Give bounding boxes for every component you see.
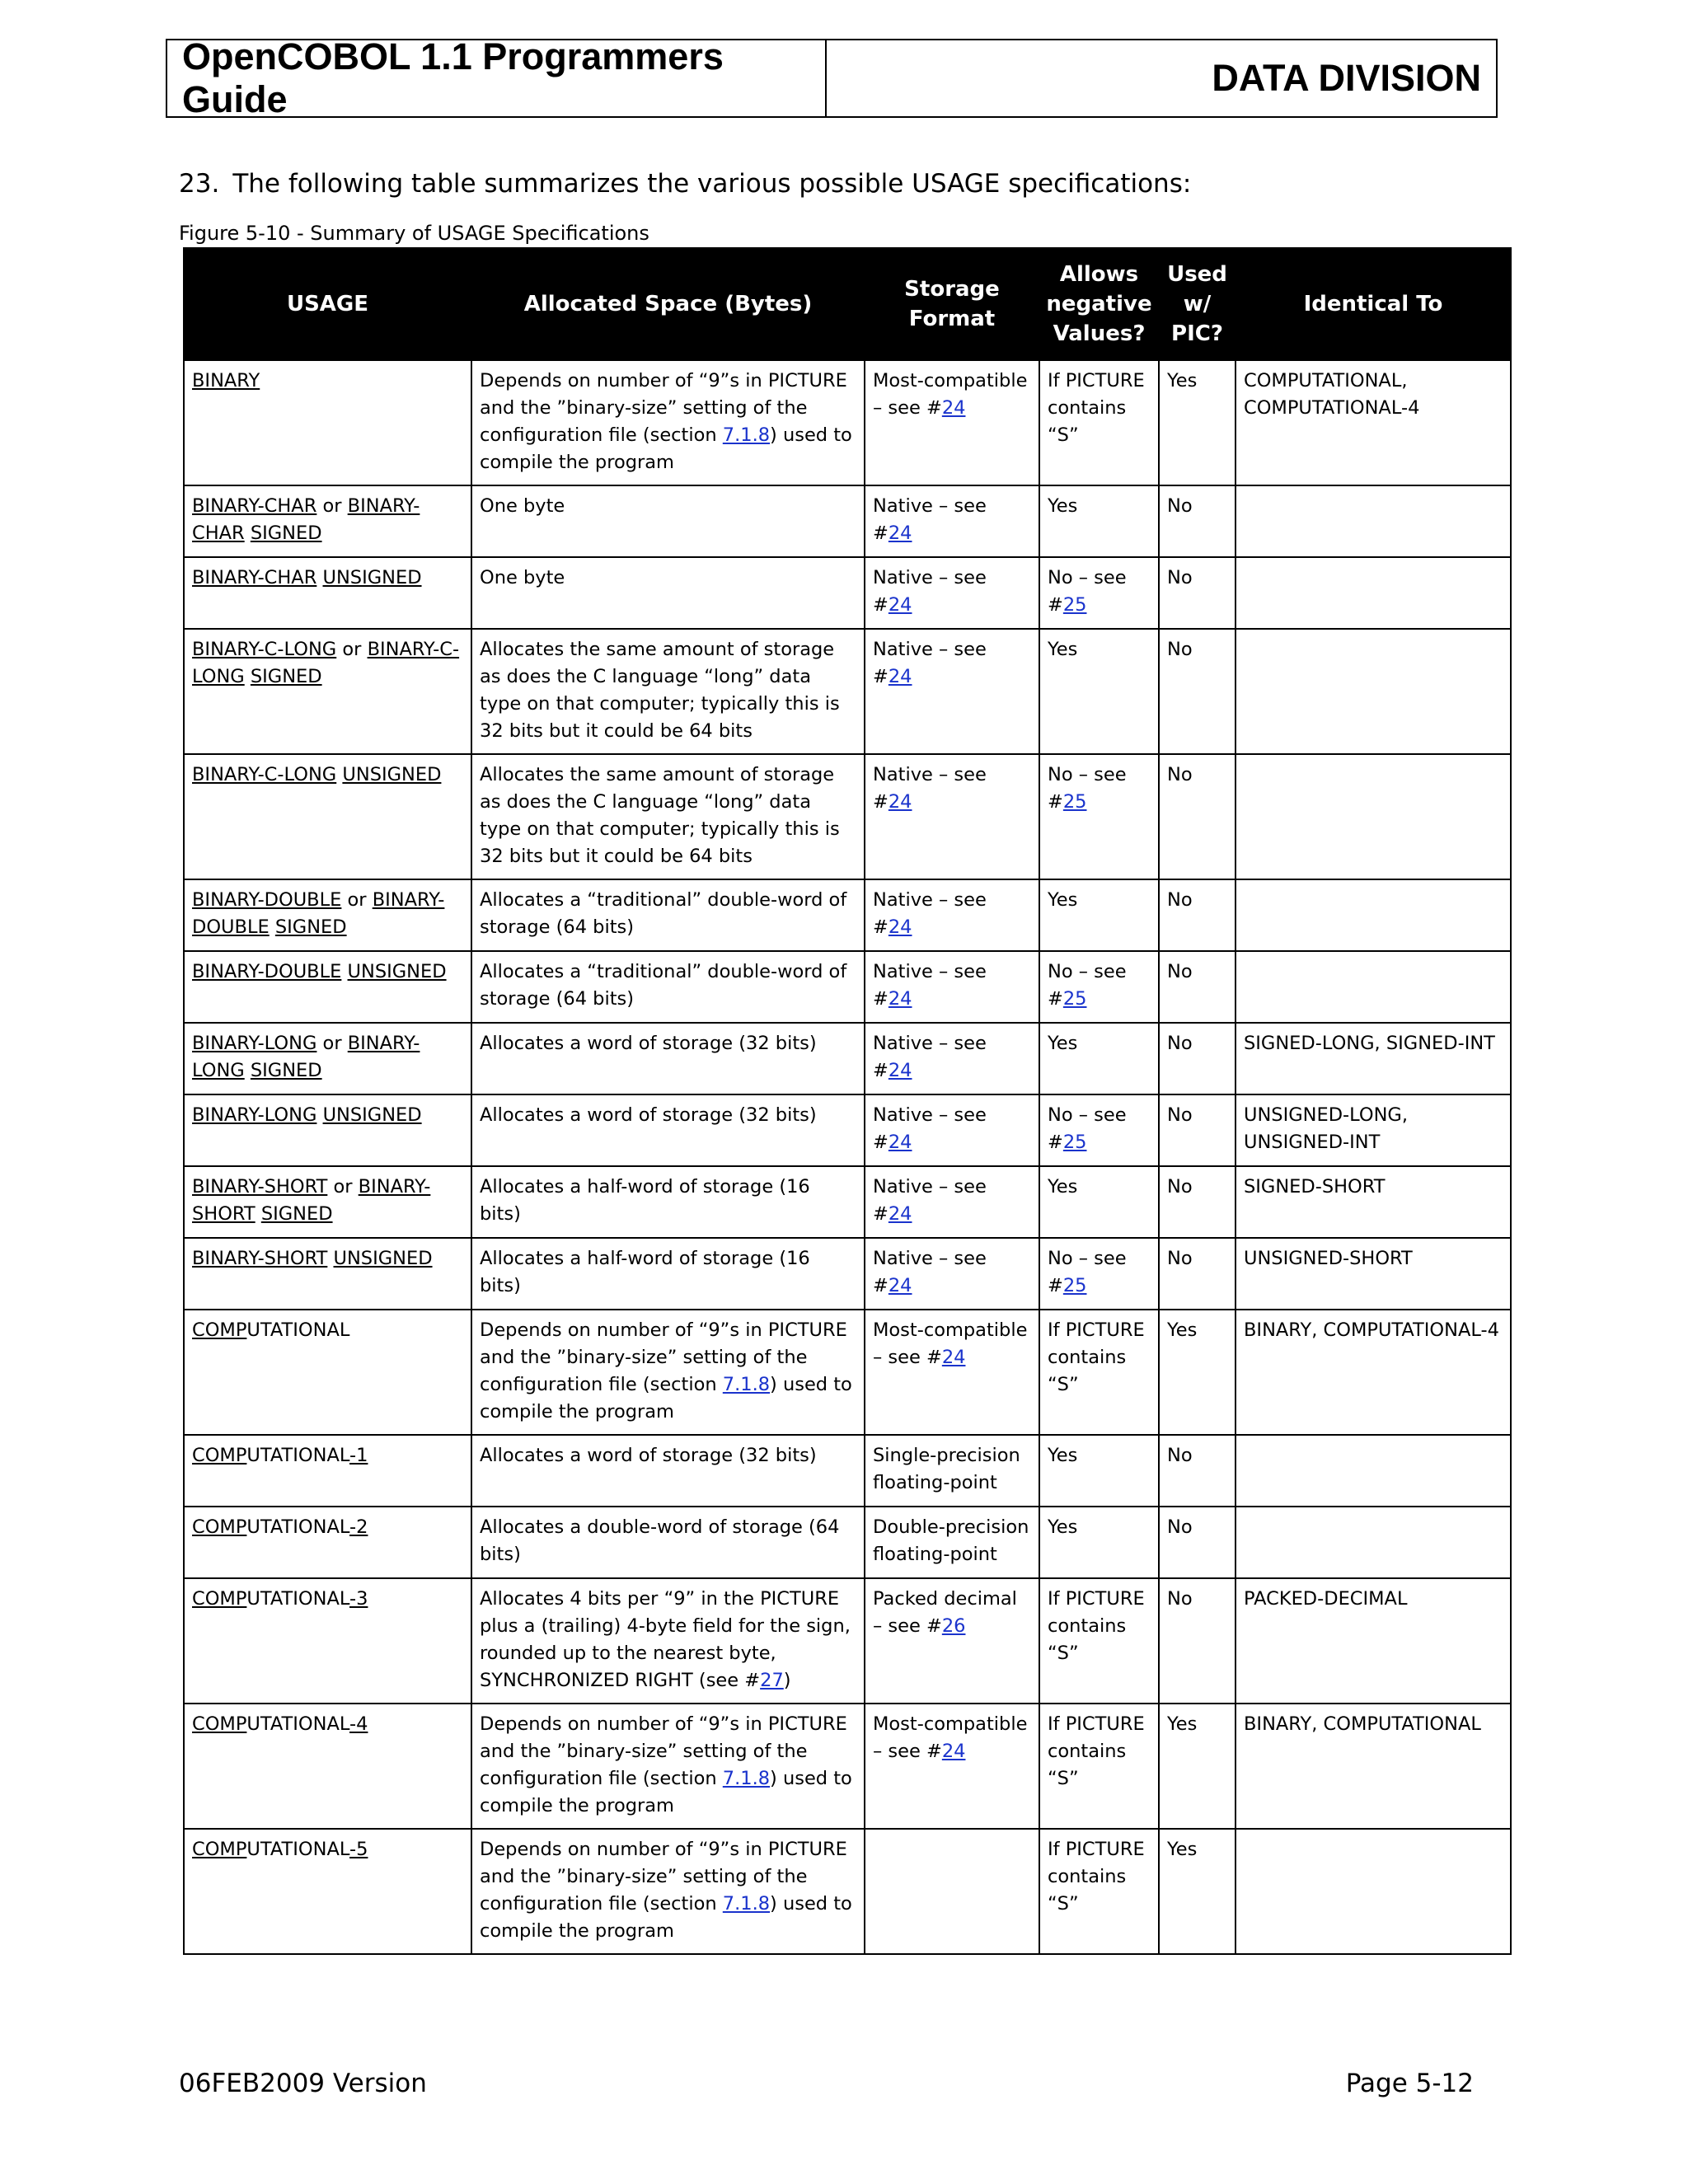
cross-reference-link[interactable]: 25 xyxy=(1062,594,1087,616)
cross-reference-link[interactable]: 25 xyxy=(1062,988,1087,1010)
storage-format-cell: Native – see #24 xyxy=(865,879,1039,951)
usage-cell xyxy=(184,754,471,879)
storage-format-cell: Native – see #24 xyxy=(865,557,1039,629)
used-with-pic-cell: No xyxy=(1159,1578,1236,1704)
keyword-text: BINARY-SHORT xyxy=(192,1176,431,1225)
cross-reference-link[interactable]: 24 xyxy=(888,988,912,1010)
keyword-text: SIGNED xyxy=(274,916,347,938)
allocated-space-cell: Allocates a “traditional” double-word of storage (64 bits) xyxy=(471,951,865,1023)
allocated-space-cell: One byte xyxy=(471,557,865,629)
storage-format-cell: Native – see #24 xyxy=(865,1023,1039,1094)
keyword-text: -5 xyxy=(349,1839,368,1860)
table-row xyxy=(184,360,1511,485)
allows-negative-cell: If PICTURE contains “S” xyxy=(1039,1310,1159,1435)
cross-reference-link[interactable]: 27 xyxy=(760,1670,784,1691)
table-row xyxy=(184,1507,1511,1578)
identical-to-cell xyxy=(1236,557,1511,629)
storage-format-cell: Native – see #24 xyxy=(865,1238,1039,1310)
usage-table-body xyxy=(184,360,1511,1954)
cross-reference-link[interactable]: 24 xyxy=(888,1275,912,1296)
keyword-text: BINARY-CHAR xyxy=(192,567,317,588)
cross-reference-link[interactable]: 24 xyxy=(888,666,912,687)
allocated-space-cell: Allocates a “traditional” double-word of storage (64 bits) xyxy=(471,879,865,951)
identical-to-cell xyxy=(1236,1435,1511,1507)
keyword-text: COMP xyxy=(192,1713,247,1735)
allows-negative-cell: No – see #25 xyxy=(1039,1094,1159,1166)
used-with-pic-cell: No xyxy=(1159,879,1236,951)
usage-cell xyxy=(184,1238,471,1310)
usage-cell: COMPUTATIONAL-5 xyxy=(184,1829,471,1954)
table-row xyxy=(184,629,1511,754)
keyword-text: COMP xyxy=(192,1516,247,1538)
cross-reference-link[interactable]: 24 xyxy=(888,791,912,813)
allows-negative-cell: No – see #25 xyxy=(1039,754,1159,879)
allows-negative-cell: No – see #25 xyxy=(1039,557,1159,629)
usage-cell: COMPUTATIONAL-4 xyxy=(184,1704,471,1829)
storage-format-cell: Single-precision floating-point xyxy=(865,1435,1039,1507)
keyword-text: UNSIGNED xyxy=(347,961,447,982)
usage-cell xyxy=(184,360,471,485)
header-usage: USAGE xyxy=(184,248,471,360)
storage-format-cell: Native – see #24 xyxy=(865,754,1039,879)
cross-reference-link[interactable]: 24 xyxy=(941,397,966,419)
usage-cell: BINARY-SHORT or BINARY-SHORT SIGNED xyxy=(184,1166,471,1238)
usage-cell: BINARY-C-LONG or BINARY-C-LONG SIGNED xyxy=(184,629,471,754)
table-row xyxy=(184,1094,1511,1166)
table-row xyxy=(184,879,1511,951)
used-with-pic-cell: No xyxy=(1159,1435,1236,1507)
allows-negative-cell: Yes xyxy=(1039,1166,1159,1238)
keyword-text: UNSIGNED xyxy=(333,1248,433,1269)
identical-to-cell: PACKED-DECIMAL xyxy=(1236,1578,1511,1704)
keyword-text: BINARY-CHAR xyxy=(192,495,420,544)
allows-negative-cell: Yes xyxy=(1039,879,1159,951)
storage-format-cell: Most-compatible – see #24 xyxy=(865,1310,1039,1435)
identical-to-cell: SIGNED-LONG, SIGNED-INT xyxy=(1236,1023,1511,1094)
allocated-space-cell: Allocates the same amount of storage as does the C language “long” data type on that computer; typically this is 32 bits but it could be 64 bits xyxy=(471,754,865,879)
usage-cell: BINARY-LONG or BINARY-LONG SIGNED xyxy=(184,1023,471,1094)
usage-table xyxy=(183,247,1512,1955)
allows-negative-cell: No – see #25 xyxy=(1039,1238,1159,1310)
identical-to-cell: BINARY, COMPUTATIONAL-4 xyxy=(1236,1310,1511,1435)
cross-reference-link[interactable]: 7.1.8 xyxy=(722,1893,771,1915)
used-with-pic-cell: No xyxy=(1159,557,1236,629)
keyword-text: BINARY-LONG xyxy=(192,1104,317,1126)
keyword-text: UNSIGNED xyxy=(322,1104,422,1126)
table-row xyxy=(184,1704,1511,1829)
used-with-pic-cell: No xyxy=(1159,951,1236,1023)
table-row xyxy=(184,1310,1511,1435)
usage-cell: COMPUTATIONAL xyxy=(184,1310,471,1435)
cross-reference-link[interactable]: 7.1.8 xyxy=(722,1768,771,1789)
usage-cell xyxy=(184,951,471,1023)
allocated-space-cell: Depends on number of “9”s in PICTURE and the ”binary-size” setting of the configuration file (section 7.1.8) used to compile the program xyxy=(471,1704,865,1829)
keyword-text: COMP xyxy=(192,1839,247,1860)
keyword-text: SIGNED xyxy=(250,1060,322,1081)
header-storage-format: Storage Format xyxy=(865,248,1039,360)
keyword-text: -4 xyxy=(349,1713,368,1735)
keyword-text: BINARY-C-LONG xyxy=(192,639,337,660)
allows-negative-cell: Yes xyxy=(1039,1023,1159,1094)
cross-reference-link[interactable]: 24 xyxy=(888,1060,912,1081)
allocated-space-cell: Allocates a word of storage (32 bits) xyxy=(471,1094,865,1166)
footer-version: 06FEB2009 Version xyxy=(179,2069,427,2098)
allows-negative-cell: Yes xyxy=(1039,1507,1159,1578)
storage-format-cell: Native – see #24 xyxy=(865,1094,1039,1166)
allocated-space-cell: Allocates a half-word of storage (16 bits) xyxy=(471,1238,865,1310)
used-with-pic-cell: Yes xyxy=(1159,360,1236,485)
allocated-space-cell: Depends on number of “9”s in PICTURE and the ”binary-size” setting of the configuration file (section 7.1.8) used to compile the program xyxy=(471,1829,865,1954)
allows-negative-cell: If PICTURE contains “S” xyxy=(1039,1578,1159,1704)
keyword-text: COMP xyxy=(192,1319,247,1341)
used-with-pic-cell: No xyxy=(1159,1094,1236,1166)
table-row xyxy=(184,1166,1511,1238)
allows-negative-cell: Yes xyxy=(1039,485,1159,557)
cross-reference-link[interactable]: 26 xyxy=(941,1615,966,1637)
identical-to-cell: SIGNED-SHORT xyxy=(1236,1166,1511,1238)
usage-cell xyxy=(184,1094,471,1166)
cross-reference-link[interactable]: 24 xyxy=(888,1203,912,1225)
allocated-space-cell: Allocates a double-word of storage (64 bits) xyxy=(471,1507,865,1578)
keyword-text: -3 xyxy=(349,1588,368,1610)
used-with-pic-cell: No xyxy=(1159,629,1236,754)
cross-reference-link[interactable]: 7.1.8 xyxy=(722,1374,771,1395)
footer-page-number: Page 5-12 xyxy=(1345,2069,1474,2098)
identical-to-cell: COMPUTATIONAL, COMPUTATIONAL-4 xyxy=(1236,360,1511,485)
used-with-pic-cell: No xyxy=(1159,1023,1236,1094)
header-used-with-pic: Used w/ PIC? xyxy=(1159,248,1236,360)
table-header-row xyxy=(184,248,1511,360)
cross-reference-link[interactable]: 24 xyxy=(888,523,912,544)
allocated-space-cell: Allocates a word of storage (32 bits) xyxy=(471,1435,865,1507)
usage-cell: COMPUTATIONAL-1 xyxy=(184,1435,471,1507)
list-number: 23. xyxy=(179,169,220,199)
storage-format-cell: Native – see #24 xyxy=(865,951,1039,1023)
intro-paragraph xyxy=(179,169,1191,199)
document-title: OpenCOBOL 1.1 Programmers Guide xyxy=(167,40,827,116)
cross-reference-link[interactable]: 24 xyxy=(888,916,912,938)
identical-to-cell: UNSIGNED-LONG, UNSIGNED-INT xyxy=(1236,1094,1511,1166)
keyword-text: BINARY-LONG xyxy=(192,1033,420,1081)
table-row xyxy=(184,951,1511,1023)
used-with-pic-cell: No xyxy=(1159,754,1236,879)
header-identical-to: Identical To xyxy=(1236,248,1511,360)
keyword-text: -2 xyxy=(349,1516,368,1538)
table-row xyxy=(184,1578,1511,1704)
identical-to-cell xyxy=(1236,485,1511,557)
used-with-pic-cell: Yes xyxy=(1159,1310,1236,1435)
identical-to-cell xyxy=(1236,879,1511,951)
keyword-text: -1 xyxy=(349,1445,368,1466)
allows-negative-cell: Yes xyxy=(1039,1435,1159,1507)
table-row xyxy=(184,485,1511,557)
keyword-text: COMP xyxy=(192,1588,247,1610)
usage-cell: COMPUTATIONAL-2 xyxy=(184,1507,471,1578)
identical-to-cell xyxy=(1236,754,1511,879)
storage-format-cell: Most-compatible – see #24 xyxy=(865,1704,1039,1829)
keyword-text: BINARY-SHORT xyxy=(192,1176,328,1197)
identical-to-cell xyxy=(1236,629,1511,754)
storage-format-cell: Most-compatible – see #24 xyxy=(865,360,1039,485)
identical-to-cell xyxy=(1236,1829,1511,1954)
keyword-text: BINARY-DOUBLE xyxy=(192,961,342,982)
cross-reference-link[interactable]: 25 xyxy=(1062,1132,1087,1153)
allows-negative-cell: If PICTURE contains “S” xyxy=(1039,1704,1159,1829)
cross-reference-link[interactable]: 24 xyxy=(888,594,912,616)
keyword-text: BINARY-C-LONG xyxy=(192,639,460,687)
usage-cell: BINARY-DOUBLE or BINARY-DOUBLE SIGNED xyxy=(184,879,471,951)
cross-reference-link[interactable]: 25 xyxy=(1062,1275,1087,1296)
intro-text: The following table summarizes the various possible USAGE specifications: xyxy=(232,169,1192,199)
storage-format-cell xyxy=(865,1829,1039,1954)
used-with-pic-cell: Yes xyxy=(1159,1704,1236,1829)
cross-reference-link[interactable]: 24 xyxy=(941,1741,966,1762)
storage-format-cell: Double-precision floating-point xyxy=(865,1507,1039,1578)
identical-to-cell xyxy=(1236,1507,1511,1578)
keyword-text: BINARY-DOUBLE xyxy=(192,889,445,938)
used-with-pic-cell: No xyxy=(1159,485,1236,557)
allocated-space-cell: Allocates a half-word of storage (16 bits) xyxy=(471,1166,865,1238)
storage-format-cell: Native – see #24 xyxy=(865,485,1039,557)
used-with-pic-cell: No xyxy=(1159,1166,1236,1238)
table-row xyxy=(184,1023,1511,1094)
allocated-space-cell: Allocates a word of storage (32 bits) xyxy=(471,1023,865,1094)
keyword-text: BINARY-LONG xyxy=(192,1033,317,1054)
keyword-text: BINARY-SHORT xyxy=(192,1248,328,1269)
allocated-space-cell: Depends on number of “9”s in PICTURE and the ”binary-size” setting of the configuration file (section 7.1.8) used to compile the program xyxy=(471,360,865,485)
keyword-text: BINARY xyxy=(192,370,260,391)
used-with-pic-cell: Yes xyxy=(1159,1829,1236,1954)
page-header xyxy=(166,35,1498,120)
keyword-text: UNSIGNED xyxy=(342,764,442,785)
allows-negative-cell: Yes xyxy=(1039,629,1159,754)
allocated-space-cell: Depends on number of “9”s in PICTURE and the ”binary-size” setting of the configuration file (section 7.1.8) used to compile the program xyxy=(471,1310,865,1435)
table-row xyxy=(184,1829,1511,1954)
allocated-space-cell: Allocates 4 bits per “9” in the PICTURE plus a (trailing) 4-byte field for the sign, rounded up to the nearest byte, SYNCHRONIZED RIGHT (see #27) xyxy=(471,1578,865,1704)
table-row xyxy=(184,1238,1511,1310)
identical-to-cell: UNSIGNED-SHORT xyxy=(1236,1238,1511,1310)
keyword-text: SIGNED xyxy=(260,1203,333,1225)
keyword-text: BINARY-CHAR xyxy=(192,495,317,517)
used-with-pic-cell: No xyxy=(1159,1507,1236,1578)
table-row xyxy=(184,1435,1511,1507)
storage-format-cell: Native – see #24 xyxy=(865,1166,1039,1238)
keyword-text: COMP xyxy=(192,1445,247,1466)
allows-negative-cell: No – see #25 xyxy=(1039,951,1159,1023)
usage-cell xyxy=(184,557,471,629)
keyword-text: SIGNED xyxy=(250,523,322,544)
keyword-text: BINARY-C-LONG xyxy=(192,764,337,785)
identical-to-cell xyxy=(1236,951,1511,1023)
table-row xyxy=(184,754,1511,879)
usage-cell: BINARY-CHAR or BINARY-CHAR SIGNED xyxy=(184,485,471,557)
table-row xyxy=(184,557,1511,629)
keyword-text: UNSIGNED xyxy=(322,567,422,588)
section-title: DATA DIVISION xyxy=(1212,57,1481,99)
header-allocated-space: Allocated Space (Bytes) xyxy=(471,248,865,360)
cross-reference-link[interactable]: 24 xyxy=(941,1347,966,1368)
header-allows-negative: Allows negative Values? xyxy=(1039,248,1159,360)
keyword-text: BINARY-DOUBLE xyxy=(192,889,342,911)
storage-format-cell: Native – see #24 xyxy=(865,629,1039,754)
allows-negative-cell: If PICTURE contains “S” xyxy=(1039,360,1159,485)
cross-reference-link[interactable]: 24 xyxy=(888,1132,912,1153)
cross-reference-link[interactable]: 25 xyxy=(1062,791,1087,813)
figure-caption: Figure 5-10 - Summary of USAGE Specifications xyxy=(179,222,649,245)
identical-to-cell: BINARY, COMPUTATIONAL xyxy=(1236,1704,1511,1829)
storage-format-cell: Packed decimal – see #26 xyxy=(865,1578,1039,1704)
allocated-space-cell: One byte xyxy=(471,485,865,557)
allows-negative-cell: If PICTURE contains “S” xyxy=(1039,1829,1159,1954)
allocated-space-cell: Allocates the same amount of storage as does the C language “long” data type on that computer; typically this is 32 bits but it could be 64 bits xyxy=(471,629,865,754)
cross-reference-link[interactable]: 7.1.8 xyxy=(722,424,771,446)
keyword-text: SIGNED xyxy=(250,666,322,687)
usage-cell: COMPUTATIONAL-3 xyxy=(184,1578,471,1704)
used-with-pic-cell: No xyxy=(1159,1238,1236,1310)
